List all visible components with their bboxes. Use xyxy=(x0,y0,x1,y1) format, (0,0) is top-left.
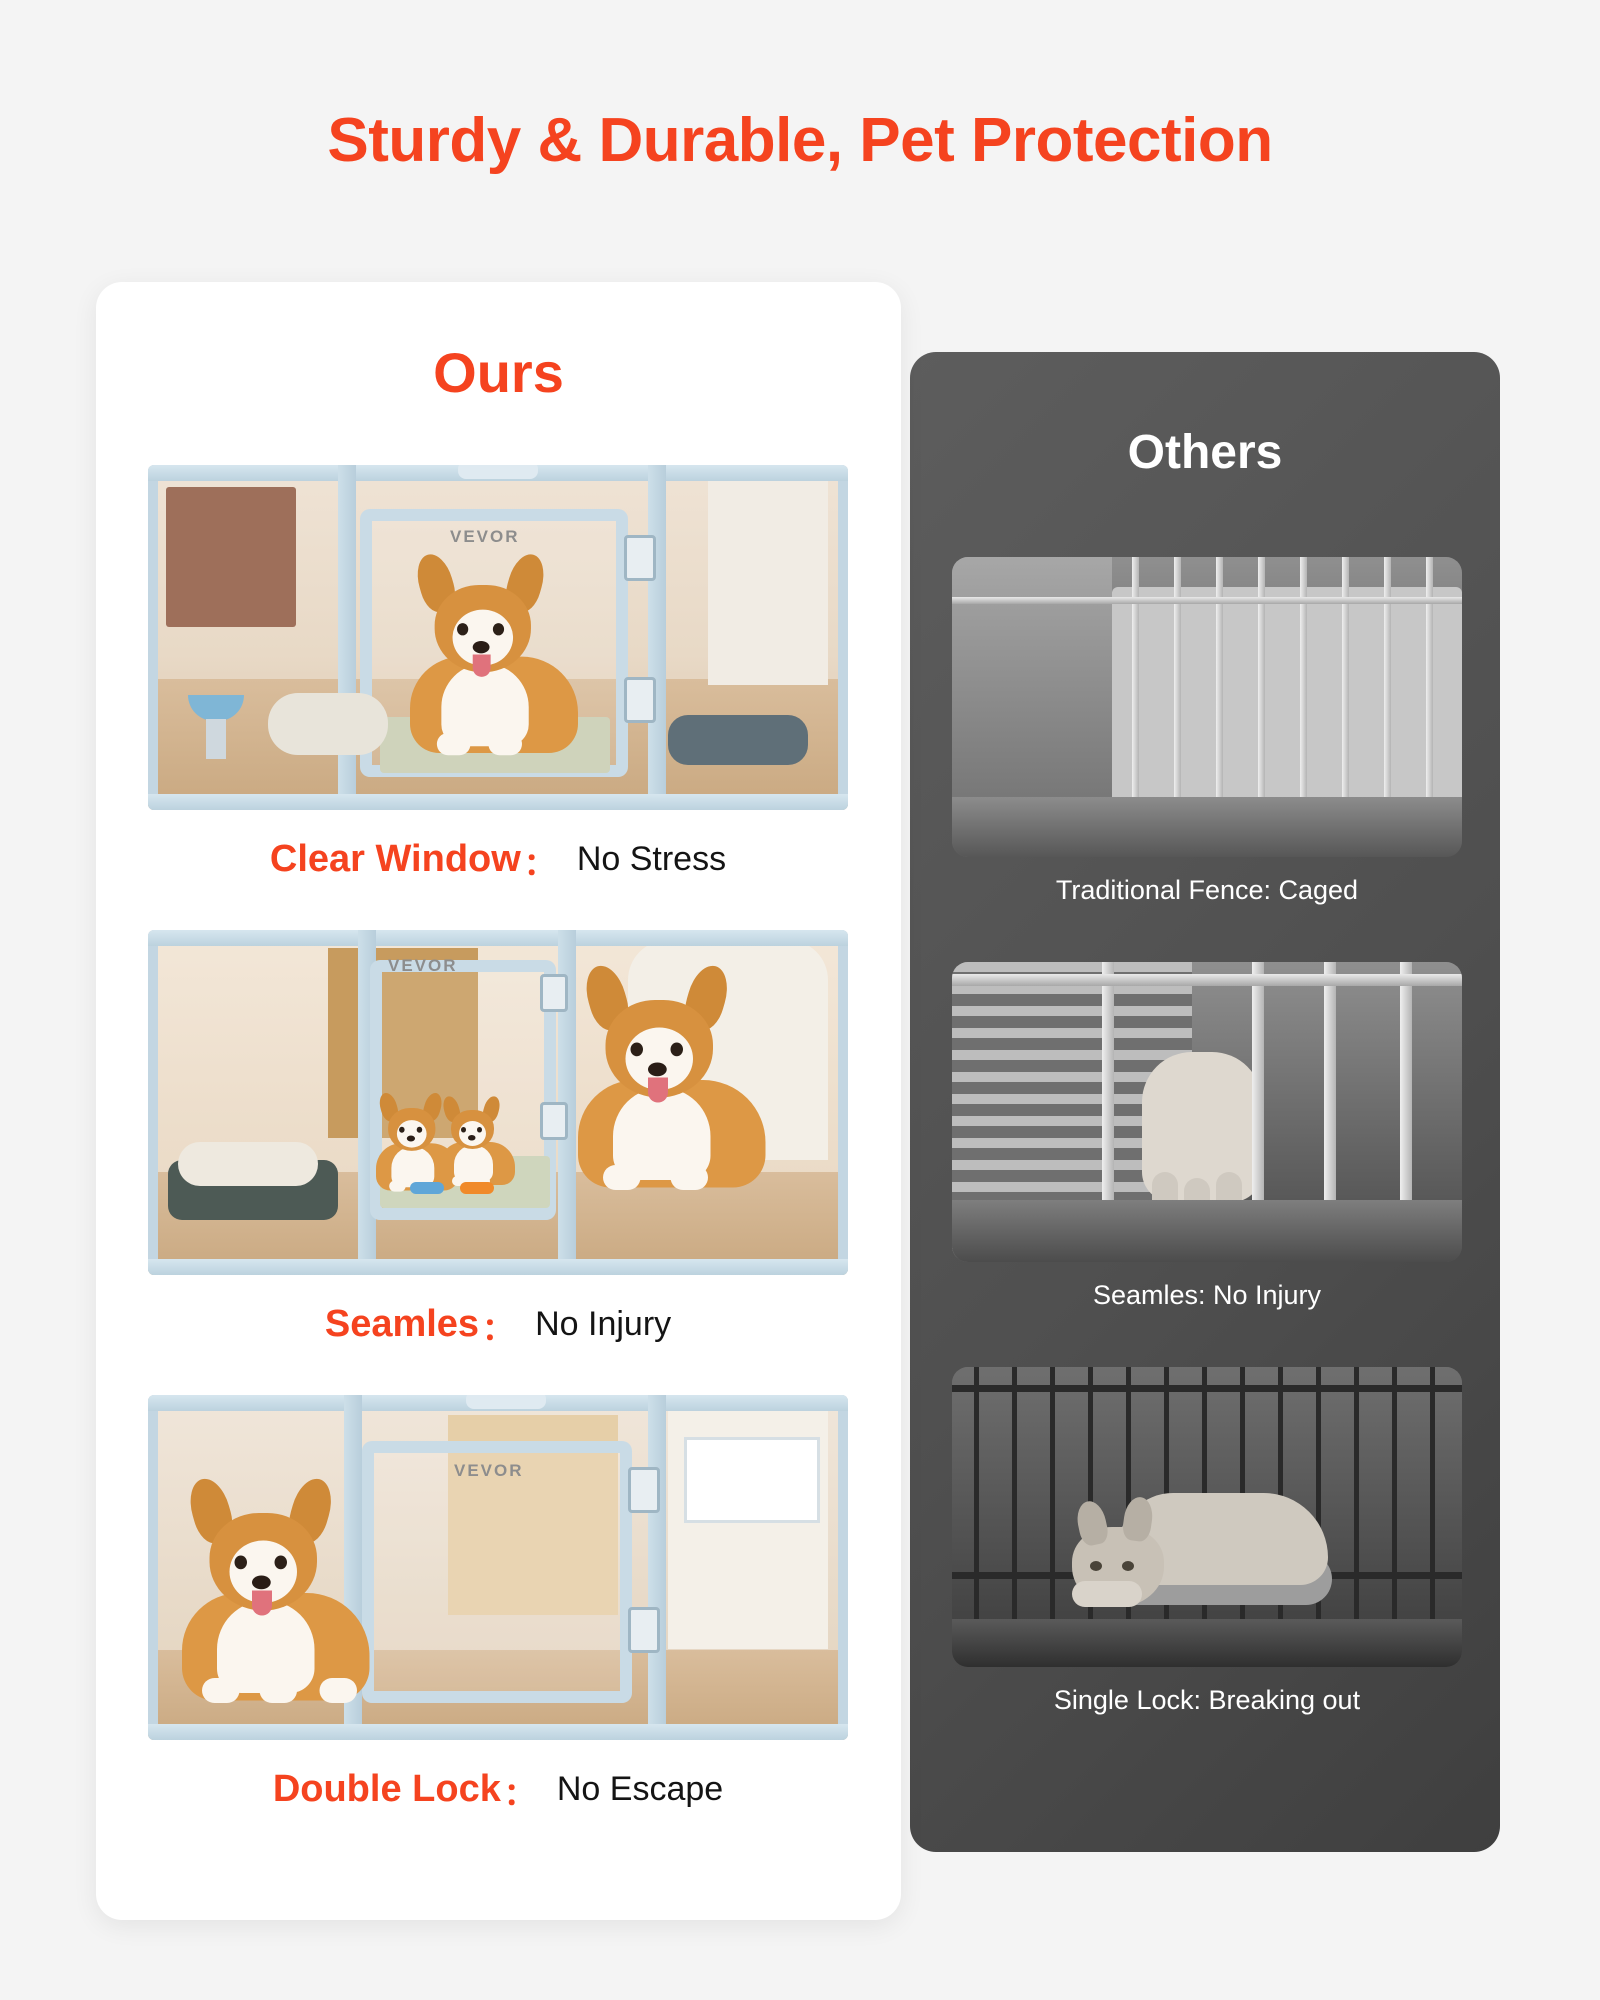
ours-caption-2-highlight: Seamles xyxy=(324,1303,480,1345)
ours-caption-3-benefit: No Escape xyxy=(556,1770,724,1808)
ours-photo-seamless: VEVOR xyxy=(148,930,848,1275)
ours-caption-1-colon: ： xyxy=(522,843,561,885)
others-photo-traditional-fence xyxy=(952,557,1462,857)
ours-caption-2-colon: ： xyxy=(481,1308,520,1350)
ours-caption-3 xyxy=(148,1762,848,1817)
ours-caption-3-colon: ： xyxy=(502,1773,541,1815)
others-item-2 xyxy=(952,962,1462,1311)
ours-item-2 xyxy=(148,930,848,1352)
ours-caption-1-benefit: No Stress xyxy=(576,840,727,878)
others-photo-paw-stuck xyxy=(952,962,1462,1262)
others-photo-single-lock xyxy=(952,1367,1462,1667)
others-caption-3: Single Lock: Breaking out xyxy=(1053,1685,1361,1715)
ours-caption-3-highlight: Double Lock xyxy=(272,1768,501,1810)
others-heading: Others xyxy=(1127,426,1283,479)
others-caption-2: Seamles: No Injury xyxy=(1092,1280,1322,1310)
others-item-1 xyxy=(952,557,1462,906)
ours-caption-2 xyxy=(148,1297,848,1352)
ours-caption-1-highlight: Clear Window xyxy=(269,838,521,880)
others-caption-1: Traditional Fence: Caged xyxy=(1055,875,1359,905)
ours-caption-1 xyxy=(148,832,848,887)
ours-caption-2-benefit: No Injury xyxy=(535,1305,672,1343)
page-title: Sturdy & Durable, Pet Protection xyxy=(327,106,1273,175)
others-item-3 xyxy=(952,1367,1462,1716)
ours-item-1 xyxy=(148,465,848,887)
ours-item-3 xyxy=(148,1395,848,1817)
ours-heading: Ours xyxy=(433,341,564,404)
ours-photo-clear-window: VEVOR xyxy=(148,465,848,810)
ours-photo-double-lock: VEVOR xyxy=(148,1395,848,1740)
